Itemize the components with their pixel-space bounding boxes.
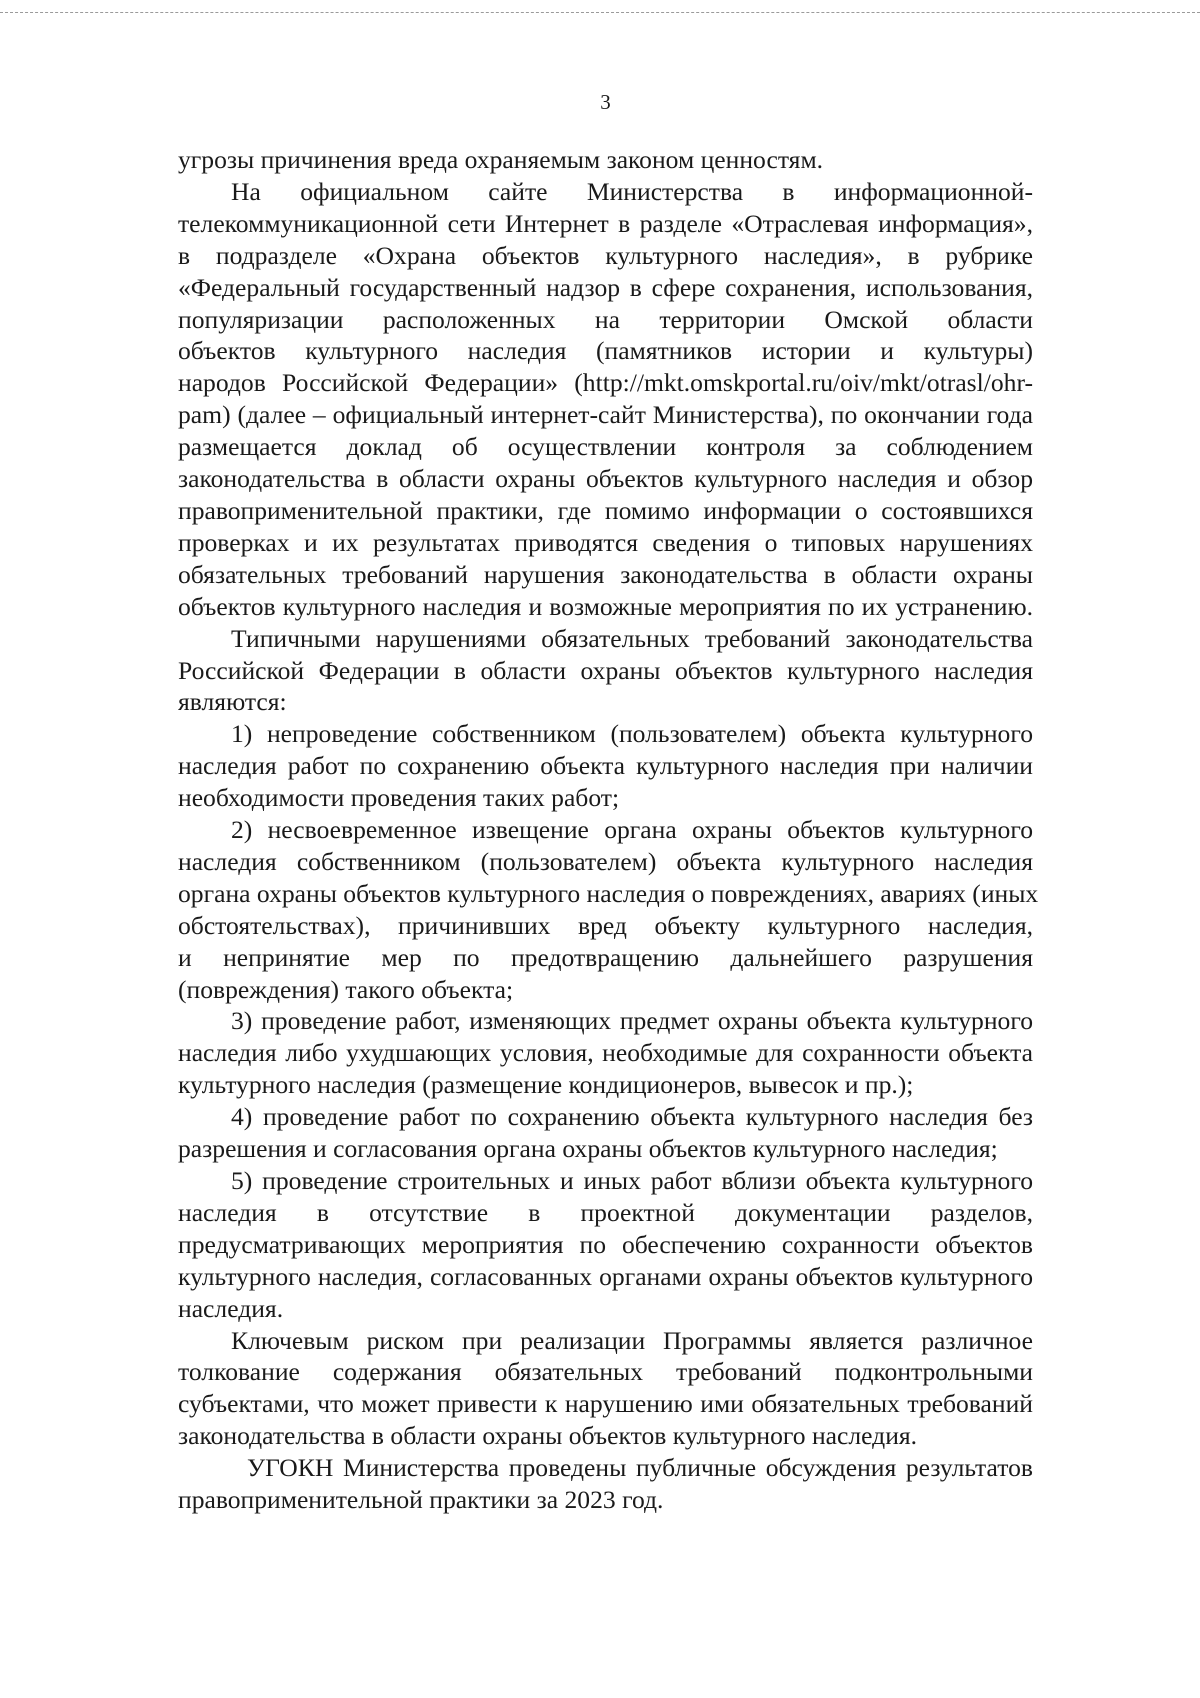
page-number: 3 bbox=[600, 90, 611, 114]
text-line: 2) несвоевременное извещение органа охраны объектов культурного bbox=[231, 815, 1033, 845]
text-line: предусматривающих мероприятия по обеспечению сохранности объектов bbox=[178, 1229, 1033, 1259]
text-line: обстоятельствах), причинивших вред объекту культурного наследия, bbox=[178, 910, 1033, 940]
text-line: в подразделе «Охрана объектов культурного наследия», в рубрике bbox=[178, 240, 1033, 270]
text-line: телекоммуникационной сети Интернет в разделе «Отраслевая информация», bbox=[178, 208, 1033, 238]
text-line: являются: bbox=[178, 687, 287, 717]
text-line: правоприменительной практики, где помимо информации о состоявшихся bbox=[178, 495, 1033, 525]
text-line: законодательства в области охраны объектов культурного наследия. bbox=[178, 1421, 918, 1451]
text-line: обязательных требований нарушения законодательства в области охраны bbox=[178, 559, 1033, 589]
text-line: 5) проведение строительных и иных работ вблизи объекта культурного bbox=[231, 1166, 1033, 1195]
paragraph-key-risk bbox=[178, 1325, 1033, 1453]
text-line: проверках и их результатах приводятся сведения о типовых нарушениях bbox=[178, 527, 1033, 557]
paragraph-public-discussions bbox=[178, 1452, 1033, 1516]
text-line: Типичными нарушениями обязательных требований законодательства bbox=[231, 623, 1033, 653]
list-item-1 bbox=[178, 718, 1033, 814]
text-line: УГОКН Министерства проведены публичные обсуждения результатов bbox=[247, 1453, 1033, 1483]
text-line: и непринятие мер по предотвращению дальнейшего разрушения bbox=[178, 942, 1033, 972]
text-line: наследия собственником (пользователем) объекта культурного наследия bbox=[178, 846, 1033, 876]
text-line: объектов культурного наследия (памятников истории и культуры) bbox=[178, 336, 1033, 366]
text-line: наследия в отсутствие в проектной документации разделов, bbox=[178, 1197, 1033, 1227]
list-item-2 bbox=[178, 814, 1039, 1005]
list-item-5 bbox=[178, 1165, 1033, 1325]
text-line: правоприменительной практики за 2023 год. bbox=[178, 1485, 664, 1515]
text-line: Ключевым риском при реализации Программы является различное bbox=[231, 1325, 1033, 1355]
text-line: законодательства в области охраны объектов культурного наследия и обзор bbox=[178, 464, 1033, 494]
paragraph-threats-continuation bbox=[178, 144, 1033, 176]
text-line: 1) непроведение собственником (пользователем) объекта культурного bbox=[231, 719, 1033, 749]
text-line: наследия либо ухудшающих условия, необходимые для сохранности объекта bbox=[178, 1038, 1033, 1068]
paragraph-typical-violations bbox=[178, 623, 1033, 719]
text-line: 3) проведение работ, изменяющих предмет охраны объекта культурного bbox=[231, 1006, 1033, 1036]
text-line: толкование содержания обязательных требований подконтрольными bbox=[178, 1357, 1033, 1387]
text-line: 4) проведение работ по сохранению объекта культурного наследия без bbox=[231, 1102, 1033, 1132]
text-line: pam) (далее – официальный интернет-сайт Министерства), по окончании года bbox=[178, 400, 1033, 430]
text-line: наследия работ по сохранению объекта культурного наследия при наличии bbox=[178, 751, 1033, 781]
document-body bbox=[178, 144, 1039, 1516]
scan-top-edge bbox=[0, 12, 1200, 13]
text-line: субъектами, что может привести к нарушению ими обязательных требований bbox=[178, 1389, 1033, 1419]
text-line: культурного наследия (размещение кондиционеров, вывесок и пр.); bbox=[178, 1070, 914, 1100]
text-line: необходимости проведения таких работ; bbox=[178, 783, 620, 813]
paragraph-official-site bbox=[178, 176, 1033, 623]
list-item-3 bbox=[178, 1005, 1033, 1101]
text-line: объектов культурного наследия и возможные мероприятия по их устранению. bbox=[178, 591, 1033, 621]
list-item-4 bbox=[178, 1101, 1033, 1165]
text-line: угрозы причинения вреда охраняемым законом ценностям. bbox=[178, 145, 824, 174]
text-line: разрешения и согласования органа охраны объектов культурного наследия; bbox=[178, 1134, 998, 1164]
text-line: популяризации расположенных на территории Омской области bbox=[178, 304, 1033, 334]
text-line: наследия. bbox=[178, 1293, 284, 1323]
text-line: Российской Федерации в области охраны объектов культурного наследия bbox=[178, 655, 1033, 685]
text-line: культурного наследия, согласованных органами охраны объектов культурного bbox=[178, 1261, 1033, 1291]
text-line: На официальном сайте Министерства в информационной- bbox=[231, 176, 1033, 206]
text-line: (повреждения) такого объекта; bbox=[178, 974, 514, 1004]
text-line-url: народов Российской Федерации» (http://mkt.omskportal.ru/oiv/mkt/otrasl/ohr- bbox=[178, 368, 1033, 398]
text-line: «Федеральный государственный надзор в сфере сохранения, использования, bbox=[178, 272, 1033, 302]
text-line: размещается доклад об осуществлении контроля за соблюдением bbox=[178, 432, 1033, 462]
text-line: органа охраны объектов культурного наследия о повреждениях, авариях (иных bbox=[178, 878, 1039, 908]
